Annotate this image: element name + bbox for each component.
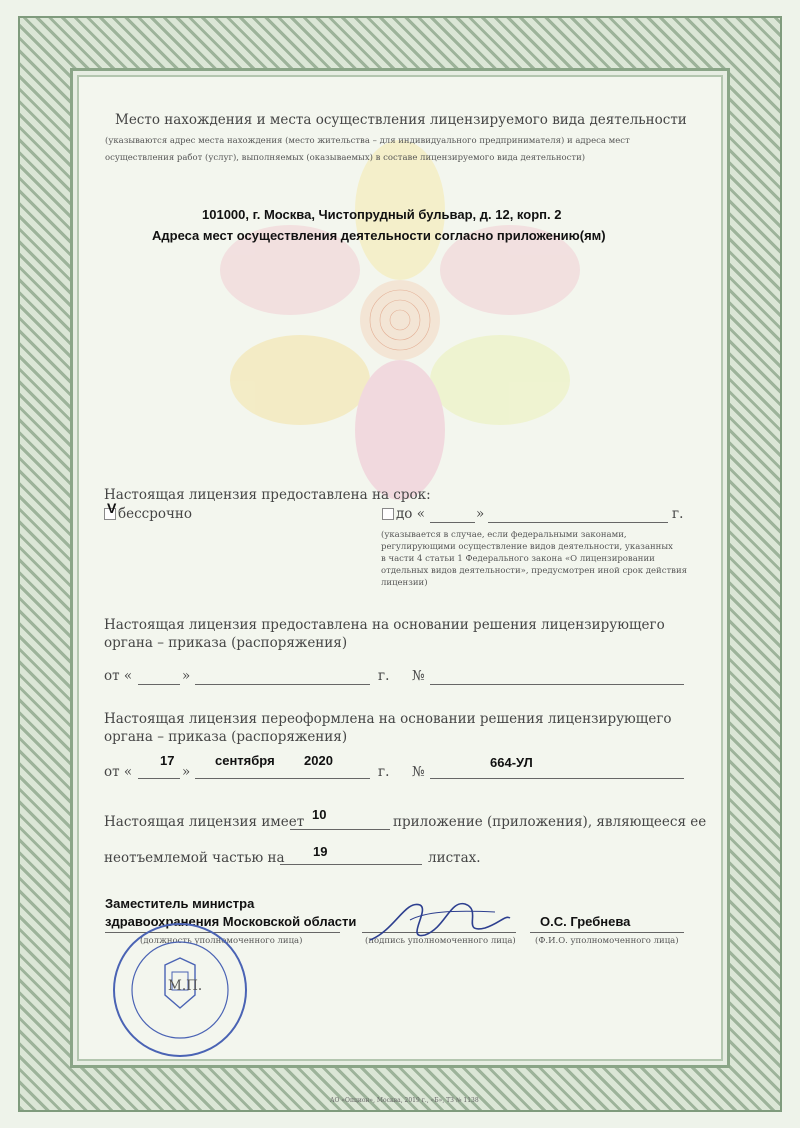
reissue-line-1: Настоящая лицензия переоформлена на основании решения лицензирующего <box>104 711 672 727</box>
caption-name: (Ф.И.О. уполномоченного лица) <box>535 936 679 946</box>
signer-title-1: Заместитель министра <box>105 896 255 911</box>
term-until-quote: » <box>476 506 485 522</box>
basis-quote: » <box>182 668 191 684</box>
mp-label: М.П. <box>168 978 203 994</box>
reissue-line-2: органа – приказа (распоряжения) <box>104 729 348 745</box>
term-label: Настоящая лицензия предоставлена на срок: <box>104 487 431 503</box>
basis-from: от « <box>104 668 133 684</box>
term-note-3: отдельных видов деятельности», предусмотрен иной срок действия <box>381 566 687 576</box>
heading-note-1: (указываются адрес места нахождения (место жительства – для индивидуального предпринимателя) и адреса мест <box>105 136 630 146</box>
appendix-text-2: приложение (приложения), являющееся ее <box>393 814 707 830</box>
term-until: до « <box>396 506 425 522</box>
reissue-day: 17 <box>160 753 175 768</box>
address: 101000, г. Москва, Чистопрудный бульвар, д. 12, корп. 2 <box>202 207 562 222</box>
caption-signature: (подпись уполномоченного лица) <box>365 936 516 946</box>
reissue-from: от « <box>104 764 133 780</box>
term-note-1: регулирующими осуществление видов деятельности, указанных <box>381 542 673 552</box>
sheets-text-1: неотъемлемой частью на <box>104 850 285 866</box>
caption-position: (должность уполномоченного лица) <box>140 936 303 946</box>
heading-note-2: осуществления работ (услуг), выполняемых (оказываемых) в составе лицензируемого вида деятельности) <box>105 153 586 163</box>
reissue-quote: » <box>182 764 191 780</box>
term-note-2: в части 4 статьи 1 Федерального закона «О лицензировании <box>381 554 655 564</box>
reissue-month: сентября <box>215 753 275 768</box>
reissue-number: 664-УЛ <box>490 755 533 770</box>
signer-name: О.С. Гребнева <box>540 914 631 929</box>
reissue-year: 2020 <box>304 753 333 768</box>
heading: Место нахождения и места осуществления лицензируемого вида деятельности <box>115 112 687 128</box>
appendix-count: 10 <box>312 807 327 822</box>
address-note: Адреса мест осуществления деятельности согласно приложению(ям) <box>152 228 606 243</box>
check-mark: V <box>107 500 117 516</box>
basis-line-2: органа – приказа (распоряжения) <box>104 635 348 651</box>
term-until-checkbox <box>382 508 394 520</box>
term-indefinite: бессрочно <box>118 506 193 522</box>
basis-year: г. <box>378 668 390 684</box>
signer-title-2: здравоохранения Московской области <box>105 914 357 929</box>
basis-no: № <box>412 668 425 684</box>
appendix-text-1: Настоящая лицензия имеет <box>104 814 305 830</box>
term-note-0: (указывается в случае, если федеральными законами, <box>381 530 627 540</box>
sheets-text-2: листах. <box>428 850 481 866</box>
signature <box>365 890 515 950</box>
reissue-g: г. <box>378 764 390 780</box>
rosette-watermark <box>200 130 600 510</box>
sheets-count: 19 <box>313 844 328 859</box>
reissue-no: № <box>412 764 425 780</box>
term-note-4: лицензии) <box>381 578 428 588</box>
term-until-year: г. <box>672 506 684 522</box>
footer: АО «Опцион», Москва, 2019 г., «Б», ТЗ № 1138 <box>330 1097 479 1104</box>
basis-line-1: Настоящая лицензия предоставлена на основании решения лицензирующего <box>104 617 665 633</box>
